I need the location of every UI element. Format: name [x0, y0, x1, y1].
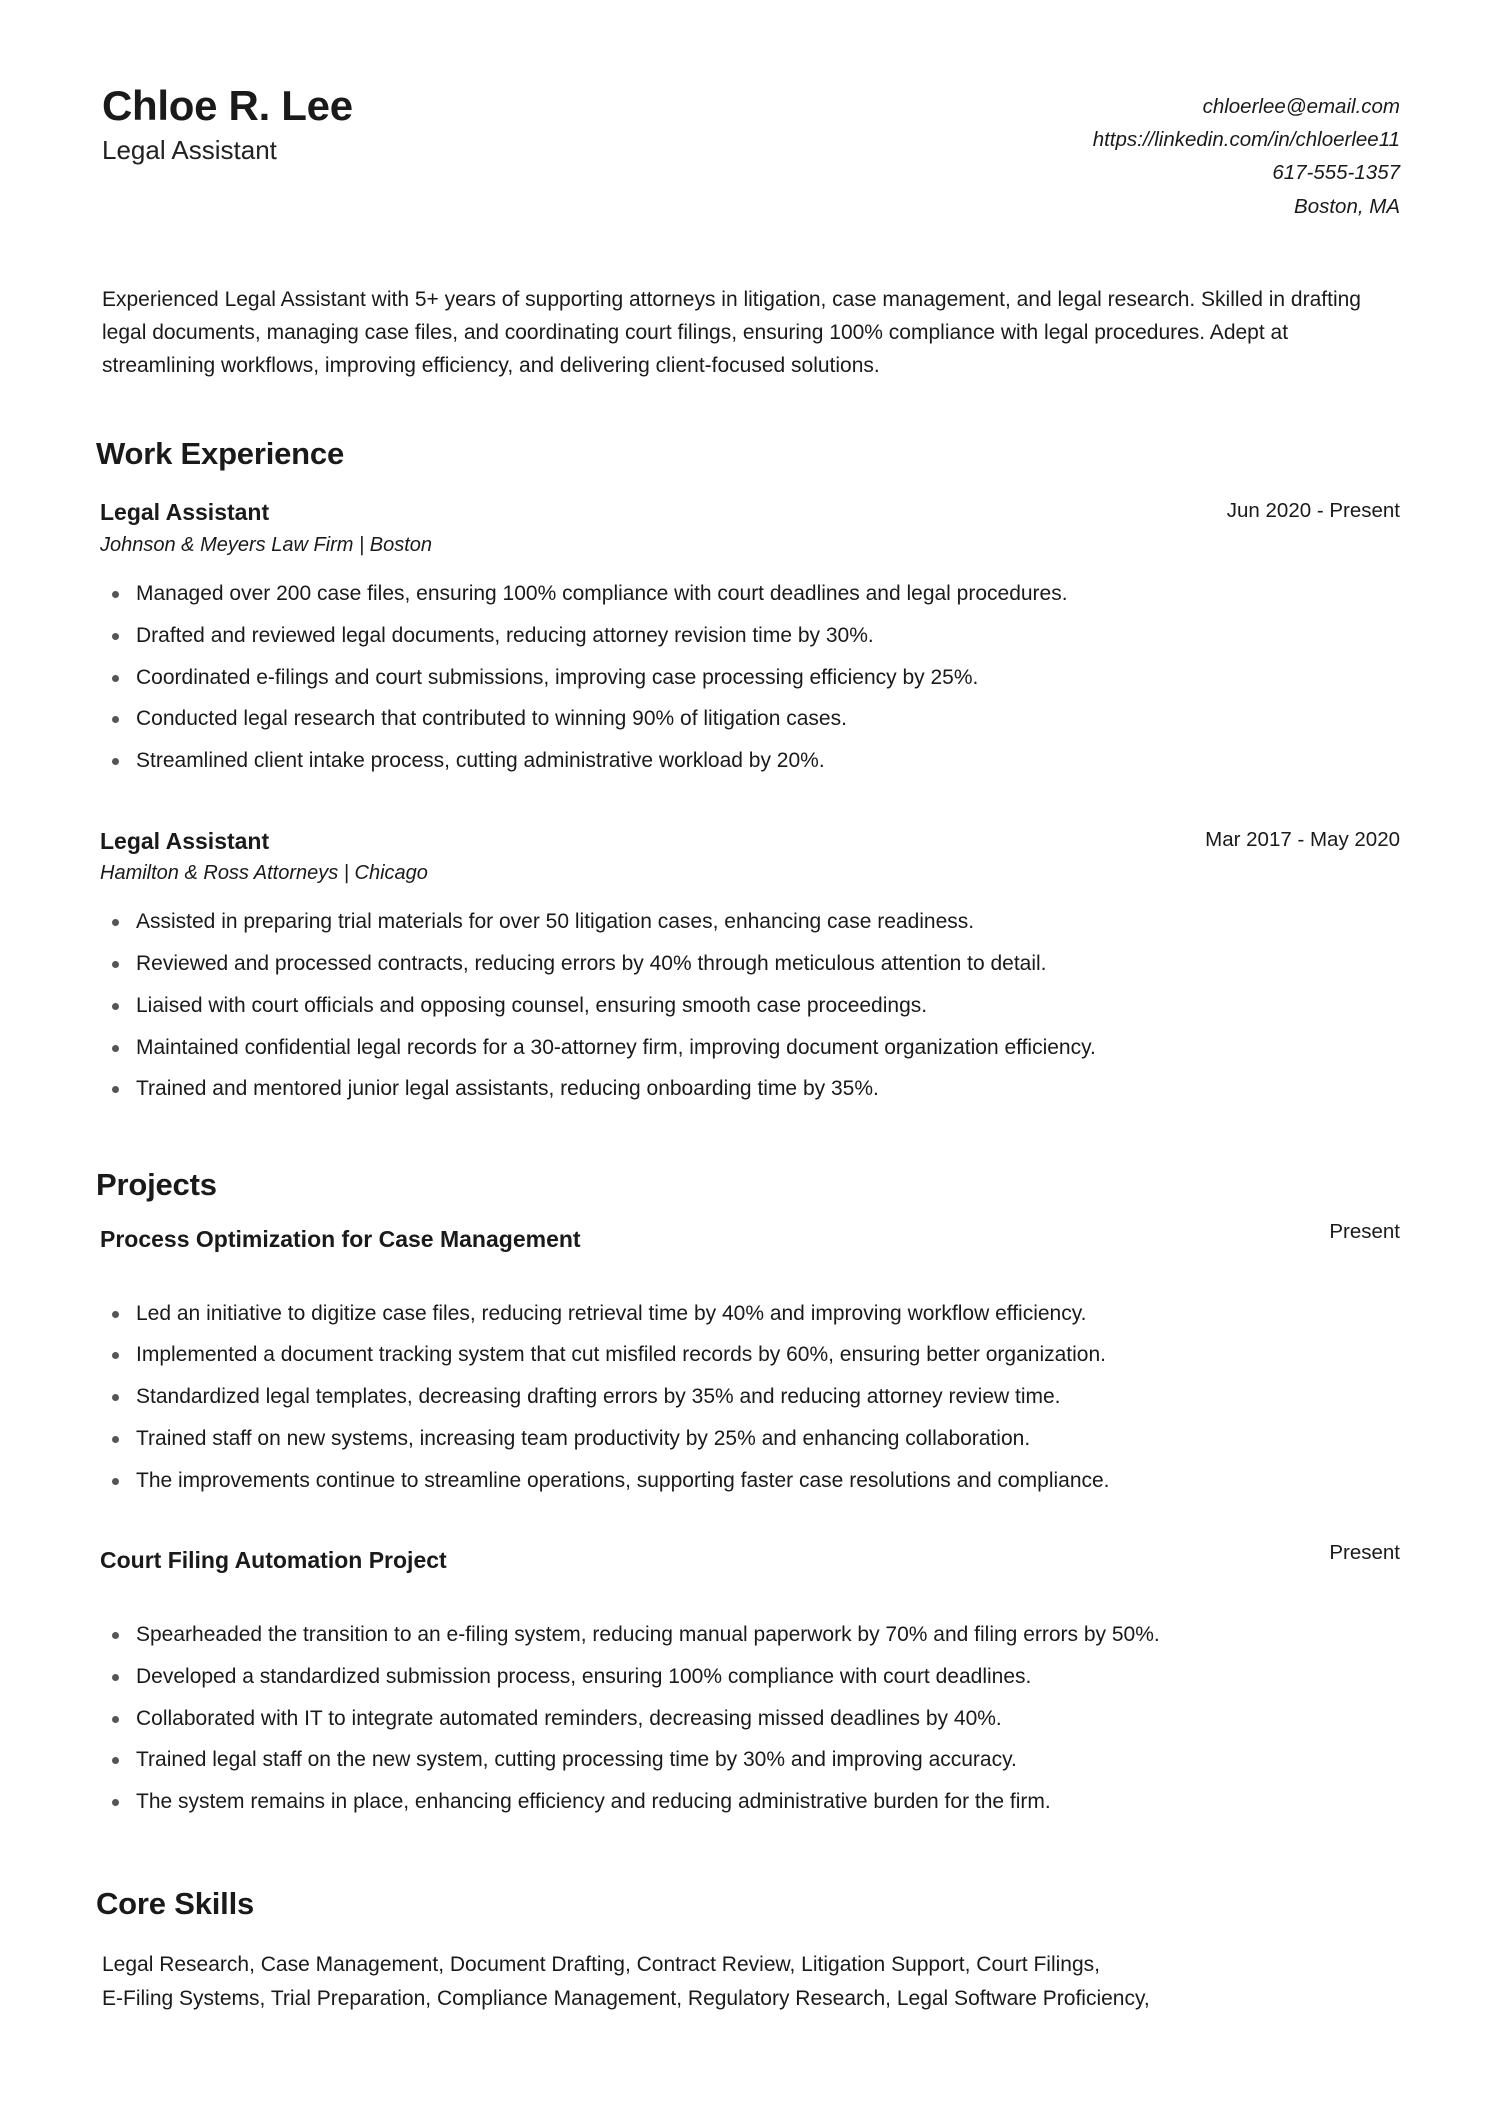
list-item: Assisted in preparing trial materials for over 50 litigation cases, enhancing case readiness. [100, 908, 1400, 936]
list-item: Liaised with court officials and opposing counsel, ensuring smooth case proceedings. [100, 992, 1400, 1020]
project-entry-header [100, 1541, 1400, 1575]
entry-spacer [100, 1524, 1400, 1546]
list-item: Reviewed and processed contracts, reducing errors by 40% through meticulous attention to detail. [100, 950, 1400, 978]
list-item: Managed over 200 case files, ensuring 100% compliance with court deadlines and legal procedures. [100, 580, 1400, 608]
work-entry-header [100, 827, 1400, 856]
list-item: Drafted and reviewed legal documents, reducing attorney revision time by 30%. [100, 622, 1400, 650]
section-projects [96, 1167, 1400, 1816]
candidate-job-title: Legal Assistant [102, 135, 277, 166]
section-spacer [100, 1846, 1400, 1886]
core-skills-line: E-Filing Systems, Trial Preparation, Compliance Management, Regulatory Research, Legal Software Proficiency, [102, 1986, 1150, 2010]
list-item: Standardized legal templates, decreasing drafting errors by 35% and reducing attorney review time. [100, 1383, 1400, 1411]
list-item: Collaborated with IT to integrate automated reminders, decreasing missed deadlines by 40%. [100, 1705, 1400, 1733]
resume-header [100, 76, 1400, 223]
contact-location: Boston, MA [1294, 194, 1400, 218]
list-item: Conducted legal research that contributed to winning 90% of litigation cases. [100, 705, 1400, 733]
work-entry [100, 827, 1400, 1103]
section-spacer [100, 1133, 1400, 1167]
contact-linkedin[interactable]: https://linkedin.com/in/chloerlee11 [1092, 128, 1400, 152]
core-skills-line: Legal Research, Case Management, Document Drafting, Contract Review, Litigation Support, Court Filings, [102, 1952, 1100, 1976]
list-item: Implemented a document tracking system that cut misfiled records by 60%, ensuring better organization. [100, 1341, 1400, 1369]
list-item: Developed a standardized submission process, ensuring 100% compliance with court deadlines. [100, 1663, 1400, 1691]
candidate-name: Chloe R. Lee [102, 82, 353, 129]
list-item: Maintained confidential legal records for a 30-attorney firm, improving document organization efficiency. [100, 1034, 1400, 1062]
project-entry-date: Present [1329, 1541, 1400, 1565]
list-item: The improvements continue to streamline operations, supporting faster case resolutions and compliance. [100, 1467, 1400, 1495]
list-item: Led an initiative to digitize case files, reducing retrieval time by 40% and improving workflow efficiency. [100, 1300, 1400, 1328]
work-entry-date: Mar 2017 - May 2020 [1205, 827, 1400, 851]
project-entry-bullets [100, 1300, 1400, 1495]
project-entry [100, 1541, 1400, 1815]
project-entry-header [100, 1220, 1400, 1254]
work-entry-title: Legal Assistant [100, 499, 270, 526]
section-heading-core-skills: Core Skills [96, 1885, 255, 1921]
project-entry-title: Court Filing Automation Project [100, 1547, 447, 1574]
header-identity [100, 76, 353, 166]
list-item: Coordinated e-filings and court submissions, improving case processing efficiency by 25%. [100, 664, 1400, 692]
contact-block [1093, 76, 1400, 223]
work-entry-header [100, 498, 1400, 527]
entry-spacer [100, 805, 1400, 827]
section-work-experience [96, 436, 1400, 1103]
contact-email[interactable]: chloerlee@email.com [1202, 95, 1400, 118]
list-item: Trained and mentored junior legal assistants, reducing onboarding time by 35%. [100, 1075, 1400, 1103]
work-entry-date: Jun 2020 - Present [1226, 499, 1400, 523]
core-skills-list [102, 1948, 1400, 2016]
work-entry-bullets [100, 908, 1400, 1103]
project-entry-bullets [100, 1621, 1400, 1816]
work-entry-bullets [100, 580, 1400, 775]
section-heading-work-experience: Work Experience [96, 436, 344, 472]
list-item: The system remains in place, enhancing efficiency and reducing administrative burden for the firm. [100, 1788, 1400, 1816]
section-core-skills [96, 1885, 1400, 2016]
work-entry-employer: Johnson & Meyers Law Firm | Boston [100, 534, 432, 557]
list-item: Spearheaded the transition to an e-filing system, reducing manual paperwork by 70% and filing errors by 50%. [100, 1621, 1400, 1649]
work-entry-employer: Hamilton & Ross Attorneys | Chicago [100, 862, 428, 885]
list-item: Streamlined client intake process, cutting administrative workload by 20%. [100, 747, 1400, 775]
professional-summary: Experienced Legal Assistant with 5+ years of supporting attorneys in litigation, case management, and legal research. Skilled in drafting legal documents, managing case files, and coordinating court filings, ensuring 100% compliance with legal procedures. Adept at streamlining workflows, improving efficiency, and delivering client-focused solutions. [102, 287, 1361, 378]
work-entry [100, 498, 1400, 774]
section-heading-projects: Projects [96, 1167, 217, 1203]
project-entry-date: Present [1329, 1220, 1400, 1244]
work-entry-title: Legal Assistant [100, 827, 270, 854]
contact-phone[interactable]: 617-555-1357 [1272, 161, 1400, 185]
project-entry-title: Process Optimization for Case Management [100, 1226, 581, 1253]
list-item: Trained legal staff on the new system, cutting processing time by 30% and improving accuracy. [100, 1746, 1400, 1774]
list-item: Trained staff on new systems, increasing team productivity by 25% and enhancing collaboration. [100, 1425, 1400, 1453]
project-entry [100, 1220, 1400, 1494]
